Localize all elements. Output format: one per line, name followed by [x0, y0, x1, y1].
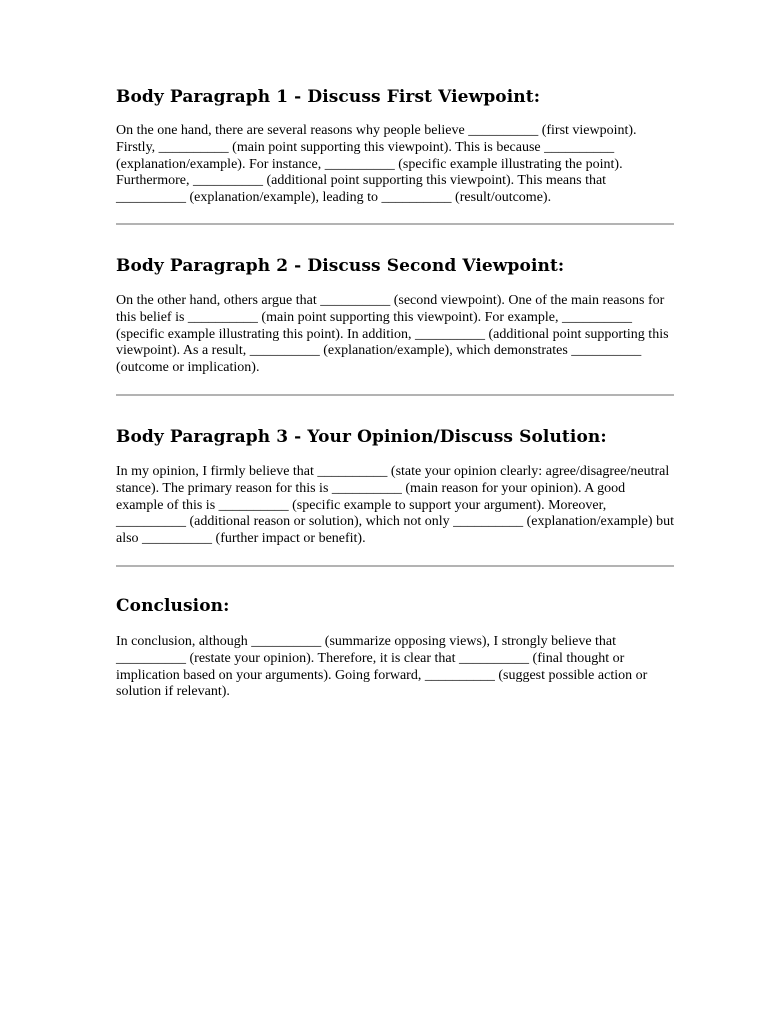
- section-body-paragraph-1: [116, 86, 674, 207]
- section-paragraph: On the other hand, others argue that __________ (second viewpoint). One of the main reasons for this belief is __________ (main point supporting this viewpoint). For example, __________ (specific example illustrating this point). In addition, __________ (additional point supporting this viewpoint). As a result, __________ (explanation/example), which demonstrates __________ (outcome or implication).: [116, 292, 669, 376]
- section-body-paragraph-2: [116, 255, 674, 377]
- section-divider: [116, 223, 674, 225]
- section-heading: Body Paragraph 2 - Discuss Second Viewpoint:: [116, 255, 565, 276]
- section-heading: Body Paragraph 3 - Your Opinion/Discuss Solution:: [116, 426, 607, 447]
- section-body-paragraph-3: [116, 426, 674, 548]
- section-paragraph: In my opinion, I firmly believe that __________ (state your opinion clearly: agree/disagree/neutral stance). The primary reason for this is __________ (main reason for your opinion). A good example of this is __________ (specific example to support your argument). Moreover, __________ (additional reason or solution), which not only __________ (explanation/example) but also __________ (further impact or benefit).: [116, 463, 674, 547]
- document-page: [116, 86, 674, 701]
- section-paragraph: In conclusion, although __________ (summarize opposing views), I strongly believe that __________ (restate your opinion). Therefore, it is clear that __________ (final thought or implication based on your arguments). Going forward, __________ (suggest possible action or solution if relevant).: [116, 633, 648, 700]
- section-heading: Conclusion:: [116, 595, 230, 616]
- section-divider: [116, 565, 674, 567]
- section-conclusion: [116, 595, 674, 701]
- section-heading: Body Paragraph 1 - Discuss First Viewpoint:: [116, 87, 541, 107]
- section-divider: [116, 394, 674, 396]
- section-paragraph: On the one hand, there are several reasons why people believe __________ (first viewpoint). Firstly, __________ (main point supporting this viewpoint). This is because __________ (explanation/example). For instance, __________ (specific example illustrating the point). Furthermore, __________ (additional point supporting this viewpoint). This means that __________ (explanation/example), leading to __________ (result/outcome).: [116, 123, 637, 206]
